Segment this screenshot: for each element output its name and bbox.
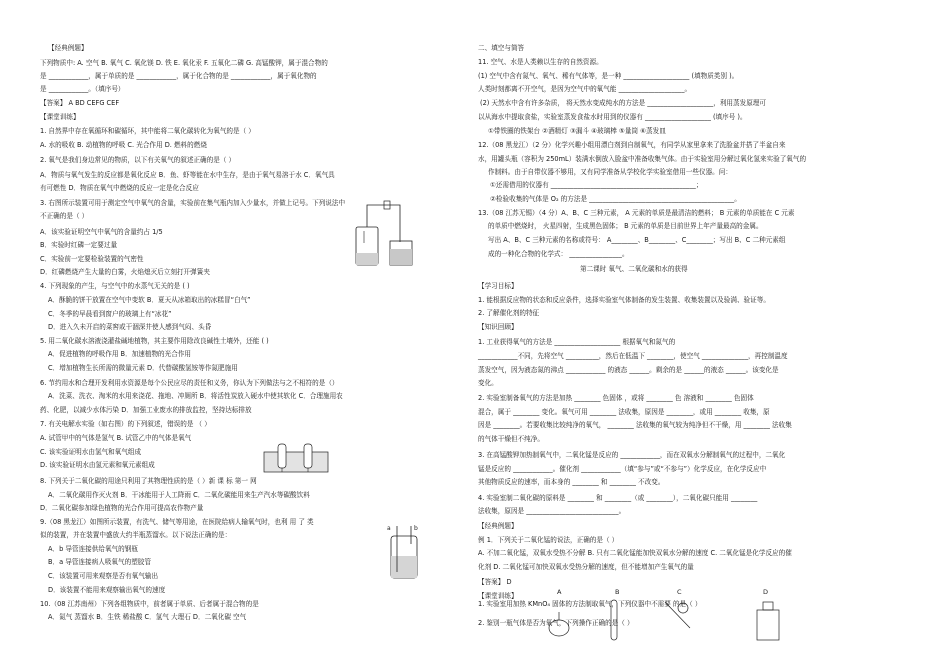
left-line: D．二氧化碳参加绿色植物的光合作用可提高农作物产量 xyxy=(40,504,204,512)
option-letter-b: B xyxy=(615,588,620,596)
right-line: 二、填空与简答 xyxy=(478,44,525,52)
right-line: 1. 能根据反应物的状态和反应条件，选择实验室气体制备的发生装置、收集装置以及验满、验证等。 xyxy=(478,296,770,304)
right-line: ①还需借用的仪器有 ____________________________________________； xyxy=(490,181,703,189)
left-line: 8. 下列关于二氧化碳的用途只利用了其物理性质的是（ ）新 课 标 第一 网 xyxy=(40,477,257,485)
left-line: C. 该实验证明水由氢气和氧气组成 xyxy=(40,448,142,456)
right-line: 【经典例题】 xyxy=(478,522,518,530)
right-line: 1. 实验室用加热 KMnO₄ 固体的方法制取氧气，下列仪器中不需要 的是（ ） xyxy=(478,600,702,608)
right-line: 第二课时 氧气、二氧化碳和水的获得 xyxy=(580,265,688,273)
right-line: 的单质中燃烧时， 火星四射，生成黑色固体； B 元素的单质是目前世界上年产量最高的金属。 xyxy=(488,222,763,230)
left-line: 3. 右图所示装置可用于测定空气中氧气的含量，实验前在集气瓶内加入少量水，并做上记号。下列说法中 xyxy=(40,199,346,207)
left-line: 10.（08 江苏南州）下列各组物质中，前者属于单质、后者属于混合物的是 xyxy=(40,600,259,608)
left-line: A．酥脆的饼干放置在空气中变软 B．夏天从冰箱取出的冰糕冒“白气” xyxy=(48,296,251,304)
right-line: (2) 天然水中含有许多杂质， 将天然水变成纯水的方法是 ____________________，利用蒸发原理可 xyxy=(480,99,766,107)
left-line: 2. 氧气是我们身边常见的物质，以下有关氧气的叙述正确的是（ ） xyxy=(40,156,236,164)
left-line: 似的装置，并在装置中盛放大约半瓶蒸馏水。以下说法正确的是： xyxy=(40,531,232,539)
left-line: 药、化肥，以减少水体污染 D．加强工业废水的排放监控，坚持达标排放 xyxy=(40,406,252,414)
left-line: A. 试管甲中的气体是氢气 B. 试管乙中的气体是氧气 xyxy=(40,434,192,442)
right-line: 变化。 xyxy=(478,379,498,387)
right-line: ①带铁圈的铁架台 ②酒精灯 ③漏斗 ④玻璃棒 ⑤量筒 ⑥蒸发皿 xyxy=(488,127,666,135)
right-line: 【课堂训练】 xyxy=(478,592,518,600)
right-line: 成的一种化合物的化学式： ________________。 xyxy=(488,250,629,258)
right-line: (1) 空气中含有氮气、氧气、稀有气体等，是一种 ____________________ (填物质类别 )。 xyxy=(478,72,739,80)
right-line: 13.（08 江苏无锡）（4 分）A、B、C 三种元素， A 元素的单质是最清洁的燃料； B 元素的单质能在 C 元素 xyxy=(478,209,795,217)
right-line: 人类时刻都离不开空气，是因为空气中的氧气能 ____________________。 xyxy=(478,85,692,93)
right-line: ____________不同，先将空气 __________，然后在低温下 ________，使空气 ______________，再控制温度 xyxy=(478,352,788,360)
left-line: 下列物质中: A. 空气 B. 氧气 C. 氧化镁 D. 铁 E. 氧化汞 F. 五氧化二磷 G. 高锰酸钾，属于混合物的 xyxy=(40,59,328,67)
left-line: 【课堂训练】 xyxy=(40,113,80,121)
right-line: 例 1．下列关于二氧化锰的说法，正确的是（ ） xyxy=(478,536,619,544)
left-line: 1. 自然界中存在氧循环和碳循环，其中能将二氧化碳转化为氧气的是（ ） xyxy=(40,127,255,135)
left-line: C．增加植物生长所需的微量元素 D．代替碳酸氢铵等作氮肥施用 xyxy=(48,364,238,372)
left-line: 【经典例题】 xyxy=(48,44,88,52)
tube-label-a: a xyxy=(387,525,391,532)
electrolysis-apparatus-figure xyxy=(262,442,332,474)
left-line: A．氮气 蒸馏水 B．生铁 稀盐酸 C．氢气 大理石 D．二氧化碳 空气 xyxy=(48,613,247,621)
right-line: 2. 了解催化剂的特征 xyxy=(478,309,540,317)
left-line: 7. 有关电解水实验（如右图）的下列叙述，错误的是 （ ） xyxy=(40,420,211,428)
right-line: 其他物质反应的速率，而本身的 ________ 和 ________ 不改变。 xyxy=(478,478,665,486)
right-line: 法收集，原因是 ____________________________。 xyxy=(478,507,626,515)
left-line: 6. 节约用水和合理开发利用水资源是每个公民应尽的责任和义务，你认为下列做法与之不相符的是（） xyxy=(40,379,339,387)
right-line: 2. 实验室制备氧气的方法是加热 ________ 色固体 ，或将 ________ 色 溶液和 ________ 色固体 xyxy=(478,394,754,402)
option-letter-d: D xyxy=(763,588,769,596)
left-line: 【答案】 A BD CEFG CEF xyxy=(40,99,120,107)
left-line: 是 ____________，属于单质的是 ____________，属于化合物的是 ____________，属于氧化物的 xyxy=(40,72,317,80)
right-line: ②检验收集的气体是 O₂ 的方法是 ____________________________________________。 xyxy=(490,195,741,203)
right-column xyxy=(475,0,950,658)
left-line: 是 ____________。（填序号） xyxy=(40,85,125,93)
right-line: 锰是反应的 ____________。催化剂 ____________（填“参与”或“不参与”）化学反应，在化学反应中 xyxy=(478,465,767,473)
left-line: D. 该实验证明水由氢元素和氧元素组成 xyxy=(40,461,155,469)
left-line: A．二氧化碳用作灭火剂 B．干冰能用于人工降雨 C．二氧化碳能用来生产汽水等碳酸饮料 xyxy=(48,491,310,499)
right-line: 【知识回顾】 xyxy=(478,323,518,331)
right-line: 的气体干燥但不纯净。 xyxy=(478,435,544,443)
left-line: A．该实验证明空气中氧气的含量约占 1/5 xyxy=(40,228,163,236)
right-line: 化剂 D. 二氧化锰可加快双氧水受热分解的速度，但不能增加产生氧气的量 xyxy=(478,563,694,571)
right-line: 以从海水中提取食盐，实验室蒸发食盐水时用到的仪器有 ____________________ (填序号 )。 xyxy=(478,113,747,121)
right-line: 蒸发空气，因为液态氮的沸点 ____________ 的液态 ______。剩余的是 ______的液态 ______。该变化是 xyxy=(478,366,779,374)
right-line: 【答案】 D xyxy=(478,578,512,586)
right-line: 4. 实验室制二氧化碳的原料是 ________ 和 ________（或 ________），二氧化碳只能用 ________ xyxy=(478,494,758,502)
right-line: 11. 空气、水是人类赖以生存的自然资源。 xyxy=(478,58,603,66)
left-line: C．冬季的早晨看到窗户的玻璃上有“冰花” xyxy=(48,310,172,318)
right-line: 水，用罐头瓶（容积为 250mL）装满水倒放入脸盆中准备收集气体。由于实验室用分解过氧化氢来实验了氧气的 xyxy=(478,155,807,163)
left-line: B．实验时红磷一定要过量 xyxy=(40,241,118,249)
right-line: 因是 ________。若要收集比较纯净的氧气， ________ 法收集的氧气较为纯净但不干燥，用 ________ 法收集 xyxy=(478,421,792,429)
right-line: 12.（08 黑龙江）（2 分）化学兴趣小组用漂白剂到自制氧气，有同学从家里拿来了洗脸盆并搭了半盆自来 xyxy=(478,141,786,149)
right-line: 1. 工业获得氧气的方法是 ____________________ 根据氧气和氮气的 xyxy=(478,338,676,346)
right-line: 2. 鉴别一瓶气体是否为氧气，下列操作正确的是（ ） xyxy=(478,619,634,627)
right-line: 【学习目标】 xyxy=(478,282,518,290)
left-line: 9.（08 黑龙江）如图所示装置，有洗气、储气等用途，在医院给病人输氧气时，也利 用 了 类 xyxy=(40,518,314,526)
option-letter-c: C xyxy=(677,588,682,596)
left-line: B．a 导管连接病人吸氧气的塑胶管 xyxy=(48,558,151,566)
right-line: 混合，属于 ________ 变化。氧气可用 ________ 法收集，原因是 ________，或用 ________ 收集，原 xyxy=(478,408,770,416)
left-line: A．洗菜、洗衣、淘米的水用来浇花、拖地、冲厕所 B．将活性炭放入硬水中使其软化 C．合理施用农 xyxy=(48,392,343,400)
oxygen-measure-apparatus-figure xyxy=(352,197,418,277)
left-line: D．红磷燃烧产生大量的白雾，火焰熄灭后立刻打开弹簧夹 xyxy=(40,268,210,276)
left-line: A. 水的吸收 B. 动植物的呼吸 C. 光合作用 D. 燃料的燃烧 xyxy=(40,141,207,149)
left-line: 有可燃性 D．物质在氧气中燃烧的反应一定是化合反应 xyxy=(40,184,199,192)
right-line: A. 不加二氧化锰，双氧水受热不分解 B. 只有二氧化锰能加快双氧水分解的速度 C. 二氧化锰是化学反应的催 xyxy=(478,549,792,557)
option-letter-a: A xyxy=(557,588,562,596)
tube-label-b: b xyxy=(414,525,418,532)
left-line: D．该装置不能用来观察输出氧气的速度 xyxy=(48,586,166,594)
left-line: C．实验前一定要检验装置的气密性 xyxy=(40,255,144,263)
left-line: 不正确的是（ ） xyxy=(40,212,89,220)
left-line: D．进入久未开启的菜窖或干涸深井使人感到气闷、头昏 xyxy=(48,323,212,331)
gas-washing-bottle-figure xyxy=(383,522,427,582)
right-line: 写出 A、B、C 三种元素的名称或符号： A________、B________、C________；写出 B、C 二种元素组 xyxy=(488,236,786,244)
right-line: 3. 在高锰酸钾加热制氧气中，二氧化锰是反应的 ____________，而在双氧水分解制氧气的过程中，二氧化 xyxy=(478,451,786,459)
left-line: A．促进植物的呼吸作用 B．加速植物的光合作用 xyxy=(48,350,192,358)
lab-instruments-figure xyxy=(545,588,845,658)
left-line: A．物质与氧气发生的反应都是氧化反应 B．鱼、虾等能在水中生存，是由于氧气易溶于水 C．氧气具 xyxy=(40,171,335,179)
left-line: 5. 用二氧化碳水溶液浇灌盐碱地植物，其主要作用除改良碱性土壤外，还能 ( ) xyxy=(40,337,269,345)
left-line: C．该装置可用来观察是否有氧气输出 xyxy=(48,572,159,580)
right-line: 作制料。由于自带仪器不够用，又有同学准备从学校化学实验室借用一些仪器。问： xyxy=(488,168,732,176)
left-line: A．b 导管连接供给氧气的钢瓶 xyxy=(48,545,138,553)
left-line: 4. 下列现象的产生，与空气中的水蒸气无关的是 ( ) xyxy=(40,282,190,290)
